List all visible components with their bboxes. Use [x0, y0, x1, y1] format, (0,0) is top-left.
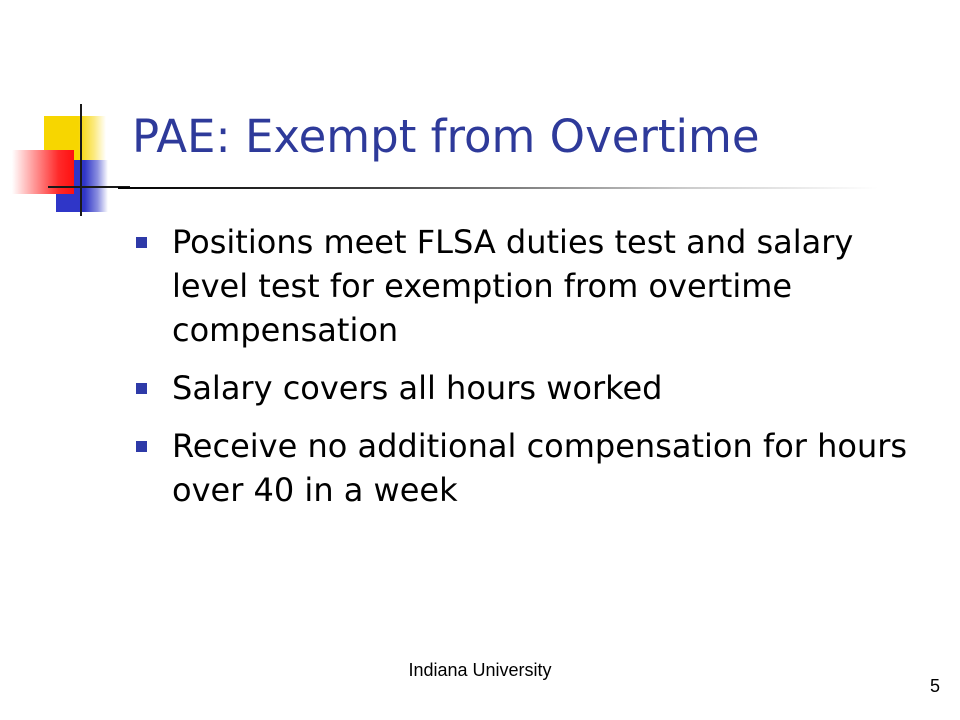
bullet-item — [136, 424, 936, 512]
logo-vertical-line — [80, 104, 82, 216]
bullet-text: Receive no additional compensation for hours over 40 in a week — [172, 427, 908, 509]
bullet-text: Salary covers all hours worked — [172, 369, 663, 407]
bullet-text: Positions meet FLSA duties test and salary level test for exemption from overtime compensation — [172, 223, 854, 349]
square-bullet-icon — [136, 441, 147, 452]
slide-title: PAE: Exempt from Overtime — [132, 110, 760, 163]
square-bullet-icon — [136, 383, 147, 394]
page-number: 5 — [929, 676, 940, 696]
title-underline — [118, 187, 878, 189]
square-bullet-icon — [136, 237, 147, 248]
bullet-list — [136, 220, 936, 526]
footer-text: Indiana University — [408, 660, 552, 680]
bullet-item — [136, 366, 936, 410]
bullet-item — [136, 220, 936, 352]
